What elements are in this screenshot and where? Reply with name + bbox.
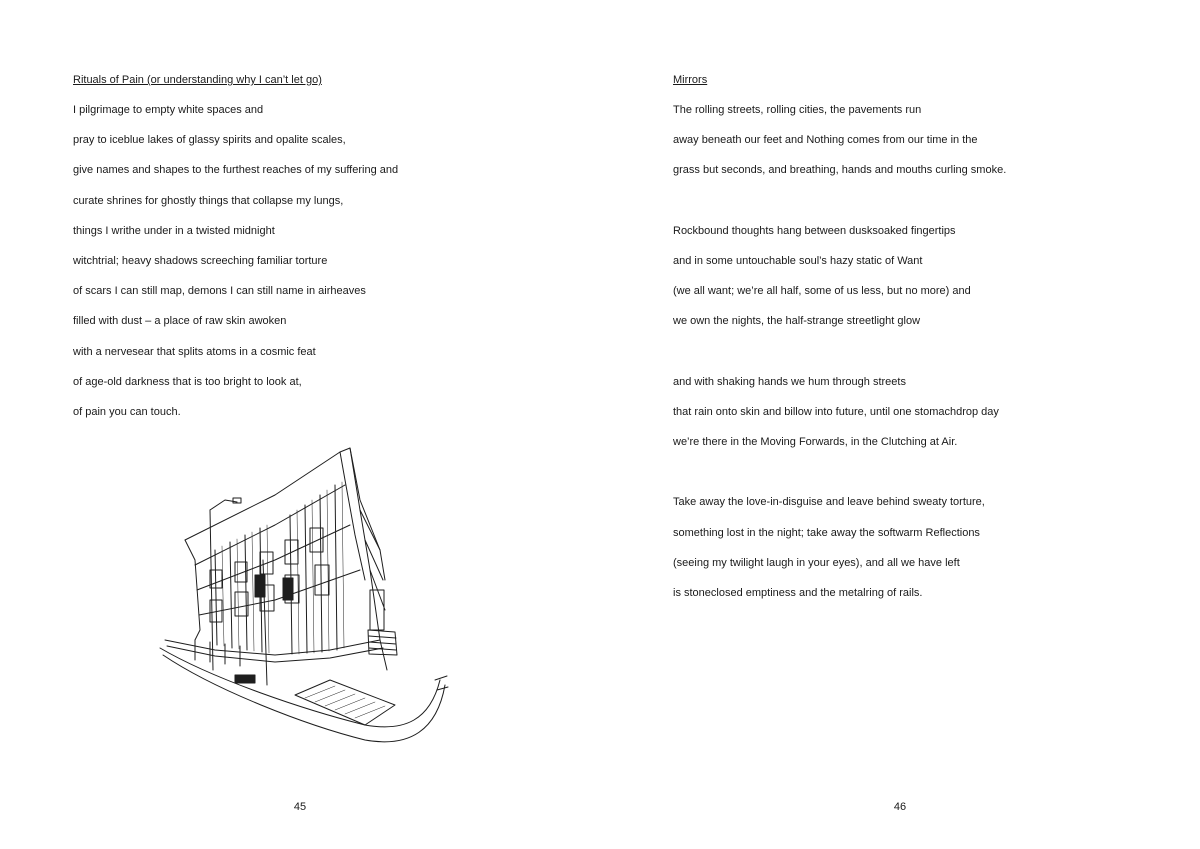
poem-line: we’re there in the Moving Forwards, in the Clutching at Air. [673, 436, 958, 449]
page-number: 46 [893, 801, 907, 813]
poem-line: and in some untouchable soul’s hazy static of Want [673, 254, 923, 267]
poem-line: (seeing my twilight laugh in your eyes), and all we have left [673, 556, 960, 569]
right-page [600, 0, 1200, 849]
poem-line: Take away the love-in-disguise and leave behind sweaty torture, [673, 496, 985, 509]
poem-line: with a nervesear that splits atoms in a cosmic feat [73, 345, 316, 358]
stanza-break [673, 345, 1006, 375]
poem-lines-rituals [73, 103, 398, 435]
poem-lines-mirrors [673, 103, 1006, 616]
poem-line: filled with dust – a place of raw skin awoken [73, 315, 287, 328]
poem-line: we own the nights, the half-strange streetlight glow [673, 315, 921, 328]
poem-line: that rain onto skin and billow into future, until one stomachdrop day [673, 405, 999, 418]
poem-line: curate shrines for ghostly things that collapse my lungs, [73, 194, 344, 207]
poem-line: I pilgrimage to empty white spaces and [73, 104, 264, 116]
poem-title-rituals: Rituals of Pain (or understanding why I can’t let go) [73, 74, 322, 86]
poem-title-mirrors: Mirrors [673, 74, 708, 86]
poem-line: of scars I can still map, demons I can still name in airheaves [73, 285, 366, 298]
poem-line: and with shaking hands we hum through streets [673, 375, 906, 388]
poem-line: something lost in the night; take away the softwarm Reflections [673, 526, 980, 539]
building-sketch-icon [155, 440, 450, 762]
poem-line: The rolling streets, rolling cities, the pavements run [673, 104, 922, 116]
page-number: 45 [293, 801, 307, 813]
poem-line: of age-old darkness that is too bright to look at, [73, 375, 302, 388]
stanza-break [673, 194, 1006, 224]
poem-line: (we all want; we’re all half, some of us less, but no more) and [673, 285, 971, 298]
poem-line: pray to iceblue lakes of glassy spirits and opalite scales, [73, 134, 346, 147]
poem-line: give names and shapes to the furthest reaches of my suffering and [73, 164, 399, 177]
poem-line: grass but seconds, and breathing, hands and mouths curling smoke. [673, 164, 1007, 177]
poem-line: things I writhe under in a twisted midnight [73, 224, 275, 237]
poem-line: is stoneclosed emptiness and the metalring of rails. [673, 587, 923, 599]
poem-line: Rockbound thoughts hang between dusksoaked fingertips [673, 224, 956, 237]
poem-line: witchtrial; heavy shadows screeching familiar torture [73, 254, 328, 267]
stanza-break [673, 465, 1006, 495]
poem-line: away beneath our feet and Nothing comes from our time in the [673, 134, 978, 147]
poem-line: of pain you can touch. [73, 405, 181, 418]
